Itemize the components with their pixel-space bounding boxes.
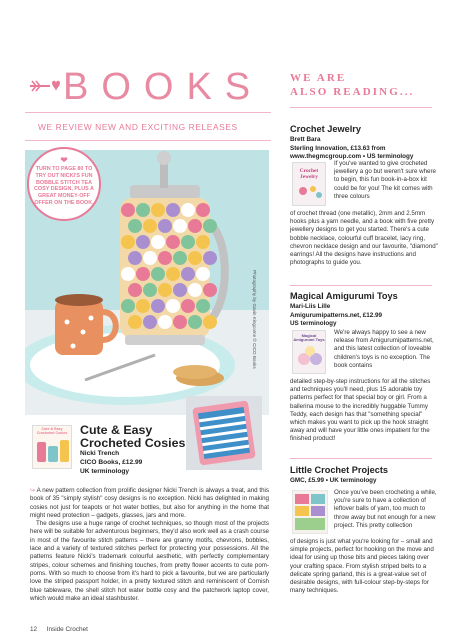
book-author: Brett Bara bbox=[290, 136, 321, 143]
book-meta bbox=[290, 477, 440, 486]
cover-title: Magical Amigurumi Toys bbox=[293, 333, 325, 343]
arrow-icon: ↪ bbox=[30, 487, 37, 494]
book-url-terms: www.thegmcgroup.com • US terminology bbox=[290, 153, 414, 160]
book-text-wrapped: Once you've been crocheting a while, you're sure to have a collection of leftover balls of yarn, too much to throw away but not enough for a new project. This pretty collection bbox=[334, 489, 437, 529]
book-cover bbox=[292, 330, 326, 374]
cover-title: Cute & Easy Crocheted Cosies bbox=[36, 427, 68, 435]
book-url-terms: US terminology bbox=[290, 320, 337, 327]
book-text: of designs is just what you're looking for – small and simple projects, perfect for hooking on the move and ideal for using up those bits and pieces taking over your crafting space. From stylish striped belts to a delicate spring garland, this is a great-value set of desirable designs, with full-colour step-by-steps for many techniques. bbox=[290, 538, 434, 595]
book-title: Little Crochet Projects bbox=[290, 465, 389, 475]
cover-title: Crochet Jewelry bbox=[299, 168, 319, 180]
header-divider bbox=[25, 112, 271, 113]
page-title: BOOKS bbox=[63, 66, 264, 108]
featured-book-meta bbox=[80, 450, 142, 477]
book-title: Crochet Jewelry bbox=[290, 124, 361, 134]
book-publisher: GMC, £5.99 • UK terminology bbox=[290, 477, 377, 484]
right-column-divider bbox=[290, 107, 432, 108]
featured-review-text bbox=[30, 487, 269, 603]
book-text: of crochet thread (one metallic), 2mm and 2.5mm hooks plus a yarn needle, and a book with five pretty jewellery designs to get you started. There's a cute bobble necklace, colourful cuff bracelet, lacy ring, chevron necklace design and our favourite, "diamond" earrings! All the designs have instructions and photographs to guide you. bbox=[290, 210, 438, 267]
subtitle-divider bbox=[25, 140, 271, 141]
photo-credit: Photography by Gavin Kingcome © CICO Books bbox=[252, 270, 257, 369]
also-reading-line2: ALSO READING... bbox=[290, 86, 415, 99]
publication-name: Inside Crochet bbox=[46, 626, 88, 633]
book-author: Mari-Liis Lille bbox=[290, 303, 331, 310]
featured-author: Nicki Trench bbox=[80, 450, 120, 457]
review-paragraph-2: The designs use a huge range of crochet techniques, so though most of the projects here will be suitable for adventurous beginners, they'd also work well as a crash course in most of the favourite stitch patterns – there are granny motifs, chevrons, bobbles, lace and a variety of textured stitches perfect for protecting your possessions. All the patterns feature Nicki's trademark colourful aesthetic, with perfectly complementary stripes, colour schemes and finishing touches, from pretty flower accents to cute pom-poms. With so much to choose from it's hard to pick a favourite, but we are particularly love the striped passport holder, in a pretty textured stitch and reminiscent of Cornish blue tableware, the shell stitch hot water bottle cosy and the patchwork laptop cover, which would make an ideal stashbuster. bbox=[30, 520, 269, 602]
page-footer bbox=[30, 626, 88, 633]
book-text-wrapped: If you've wanted to give crocheted jewellery a go but weren't sure where to begin, this fun book-in-a-box kit could be for you! The kit comes with three colours bbox=[334, 160, 436, 200]
book-publisher: Sterling Innovation, £13.63 from bbox=[290, 144, 386, 152]
book-cover bbox=[292, 162, 326, 206]
book-publisher: Amigurumipatterns.net, £12.99 bbox=[290, 311, 383, 319]
page-number: 12 bbox=[30, 626, 38, 633]
heart-arrow-icon bbox=[30, 77, 60, 95]
book-meta bbox=[290, 303, 440, 329]
book-meta bbox=[290, 136, 440, 162]
also-reading-heading bbox=[290, 71, 414, 100]
featured-title-line2: Crocheted Cosies bbox=[80, 436, 186, 451]
badge-text: TURN TO PAGE 80 TO TRY OUT NICKI'S FUN BOBBLE STITCH TEA COSY DESIGN, PLUS A GREAT MONEY-OFF OFFER ON THE BOOK. bbox=[34, 166, 94, 206]
heart-icon: ❤ bbox=[60, 155, 68, 165]
also-reading-line1: WE ARE bbox=[290, 72, 347, 84]
promo-badge bbox=[27, 147, 101, 221]
stitch-sample-photo bbox=[186, 396, 262, 470]
book-title: Magical Amigurumi Toys bbox=[290, 291, 398, 301]
book-divider bbox=[290, 285, 432, 286]
featured-title-line1: Cute & Easy bbox=[80, 423, 153, 437]
featured-book-title bbox=[80, 424, 185, 451]
featured-terminology: UK terminology bbox=[80, 467, 130, 475]
book-text-wrapped: We're always happy to see a new release from Amigurumipatterns.net, and this latest collection of loveable children's toys is no exception. The book contains bbox=[334, 329, 434, 369]
book-cover bbox=[292, 490, 328, 534]
featured-book-cover bbox=[32, 425, 72, 469]
featured-publisher: CICO Books, £12.99 bbox=[80, 458, 143, 466]
book-divider bbox=[290, 458, 432, 459]
book-text: detailed step-by-step instructions for all the stitches and techniques you'll need, plus 15 adorable toy patterns perfect for that special boy or girl. From a ballerina mouse to the incredibly huggable Tummy Teddy, each design has that "something special" which makes you want to pick up the hook straight away and will have your little ones impatient for the finished product! bbox=[290, 378, 431, 443]
section-subtitle: WE REVIEW NEW AND EXCITING RELEASES bbox=[38, 122, 238, 132]
review-paragraph-1: A new pattern collection from prolific designer Nicki Trench is always a treat, and this book of 35 "simply stylish" cosy designs is no exception. Nicki has delighted in making cosies not just for teapots or hot water bottles, but also for anything in the home that might need protection – gadgets, glasses, jars and more. bbox=[30, 487, 270, 519]
